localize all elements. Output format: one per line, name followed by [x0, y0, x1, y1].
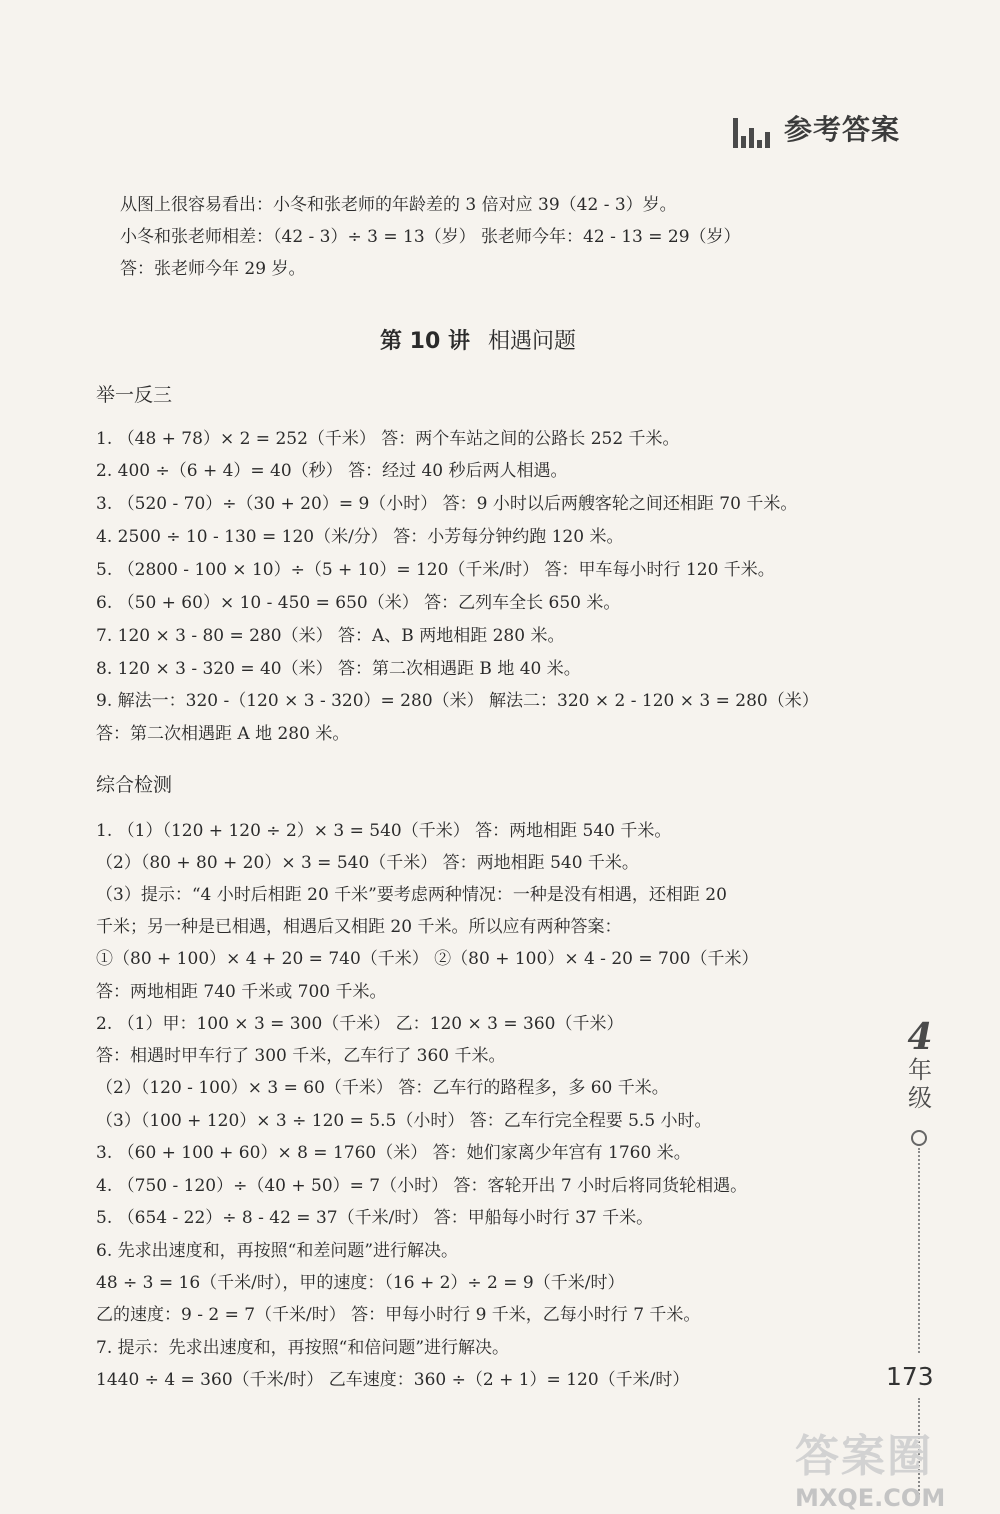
answer-line: 5. （654 - 22）÷ 8 - 42 = 37（千米/时） 答：甲船每小时行 37 千米。 [96, 1208, 654, 1228]
answer-line: 4. （750 - 120）÷（40 + 50）= 7（小时） 答：客轮开出 7 小时后将同货轮相遇。 [96, 1176, 748, 1196]
answer-line: （3）提示：“4 小时后相距 20 千米”要考虑两种情况：一种是没有相遇，还相距 20 [96, 885, 727, 905]
answer-line: 答：第二次相遇距 A 地 280 米。 [96, 724, 350, 744]
answer-line: 1. （48 + 78）× 2 = 252（千米） 答：两个车站之间的公路长 252 千米。 [96, 429, 680, 449]
answer-line: 4. 2500 ÷ 10 - 130 = 120（米/分） 答：小芳每分钟约跑 120 米。 [96, 527, 624, 547]
answer-line: 答：相遇时甲车行了 300 千米，乙车行了 360 千米。 [96, 1046, 506, 1066]
answer-line: 48 ÷ 3 = 16（千米/时），甲的速度：（16 + 2）÷ 2 = 9（千米/时） [96, 1273, 625, 1293]
answer-line: 5. （2800 - 100 × 10）÷（5 + 10）= 120（千米/时） 答：甲车每小时行 120 千米。 [96, 560, 775, 580]
intro-line: 从图上很容易看出：小冬和张老师的年龄差的 3 倍对应 39（42 - 3）岁。 [120, 195, 677, 215]
chapter-name: 相遇问题 [487, 329, 576, 354]
answer-line: 2. 400 ÷（6 + 4）= 40（秒） 答：经过 40 秒后两人相遇。 [96, 461, 568, 481]
answer-line: 6. （50 + 60）× 10 - 450 = 650（米） 答：乙列车全长 650 米。 [96, 593, 621, 613]
site-watermark [795, 1420, 990, 1512]
chapter-title [0, 324, 956, 355]
intro-line: 答：张老师今年 29 岁。 [120, 259, 306, 279]
dotted-divider [918, 1148, 920, 1353]
answer-line: 7. 120 × 3 - 80 = 280（米） 答：A、B 两地相距 280 米。 [96, 626, 565, 646]
watermark-logo-text: 答案圈 [795, 1431, 933, 1482]
answer-line: 3. （60 + 100 + 60）× 8 = 1760（米） 答：她们家离少年宫有 1760 米。 [96, 1143, 691, 1163]
grade-text: 年 [908, 1056, 932, 1084]
section-title: 举一反三 [96, 384, 173, 406]
bar-chart-icon [733, 118, 770, 148]
grade-text: 级 [908, 1084, 932, 1112]
answer-line: 3. （520 - 70）÷（30 + 20）= 9（小时） 答：9 小时以后两艘客轮之间还相距 70 千米。 [96, 494, 798, 514]
page-header [733, 108, 900, 148]
answer-line: 1. （1）（120 + 120 ÷ 2）× 3 = 540（千米） 答：两地相距 540 千米。 [96, 821, 672, 841]
answer-line: （3）（100 + 120）× 3 ÷ 120 = 5.5（小时） 答：乙车行完全程要 5.5 小时。 [96, 1111, 712, 1131]
grade-label [900, 1018, 940, 1112]
answer-line: 9. 解法一：320 -（120 × 3 - 320）= 280（米） 解法二：320 × 2 - 120 × 3 = 280（米） [96, 691, 819, 711]
chapter-number: 第 10 讲 [380, 329, 470, 354]
answer-line: 8. 120 × 3 - 320 = 40（米） 答：第二次相遇距 B 地 40 米。 [96, 659, 581, 679]
section-title: 综合检测 [96, 774, 173, 796]
answer-line: 7. 提示：先求出速度和，再按照“和倍问题”进行解决。 [96, 1338, 510, 1358]
answer-line: （2）（80 + 80 + 20）× 3 = 540（千米） 答：两地相距 540 千米。 [96, 853, 639, 873]
answer-line: ①（80 + 100）× 4 + 20 = 740（千米） ②（80 + 100）× 4 - 20 = 700（千米） [96, 949, 759, 969]
answer-line: 千米；另一种是已相遇，相遇后又相距 20 千米。所以应有两种答案： [96, 917, 622, 937]
answer-line: 乙的速度：9 - 2 = 7（千米/时） 答：甲每小时行 9 千米，乙每小时行 7 千米。 [96, 1305, 701, 1325]
header-title: 参考答案 [783, 113, 900, 146]
watermark-url: MXQE.COM [795, 1484, 946, 1512]
grade-number: 4 [907, 1016, 933, 1058]
answer-line: 答：两地相距 740 千米或 700 千米。 [96, 982, 387, 1002]
intro-line: 小冬和张老师相差：（42 - 3）÷ 3 = 13（岁） 张老师今年：42 - 13 = 29（岁） [120, 227, 741, 247]
answer-line: 1440 ÷ 4 = 360（千米/时） 乙车速度：360 ÷（2 + 1）= 120（千米/时） [96, 1370, 690, 1390]
answer-line: 6. 先求出速度和，再按照“和差问题”进行解决。 [96, 1241, 459, 1261]
answer-line: （2）（120 - 100）× 3 = 60（千米） 答：乙车行的路程多，多 60 千米。 [96, 1078, 669, 1098]
page-number: 173 [886, 1362, 934, 1391]
circle-marker-icon [911, 1130, 927, 1146]
answer-line: 2. （1）甲：100 × 3 = 300（千米） 乙：120 × 3 = 360（千米） [96, 1014, 624, 1034]
